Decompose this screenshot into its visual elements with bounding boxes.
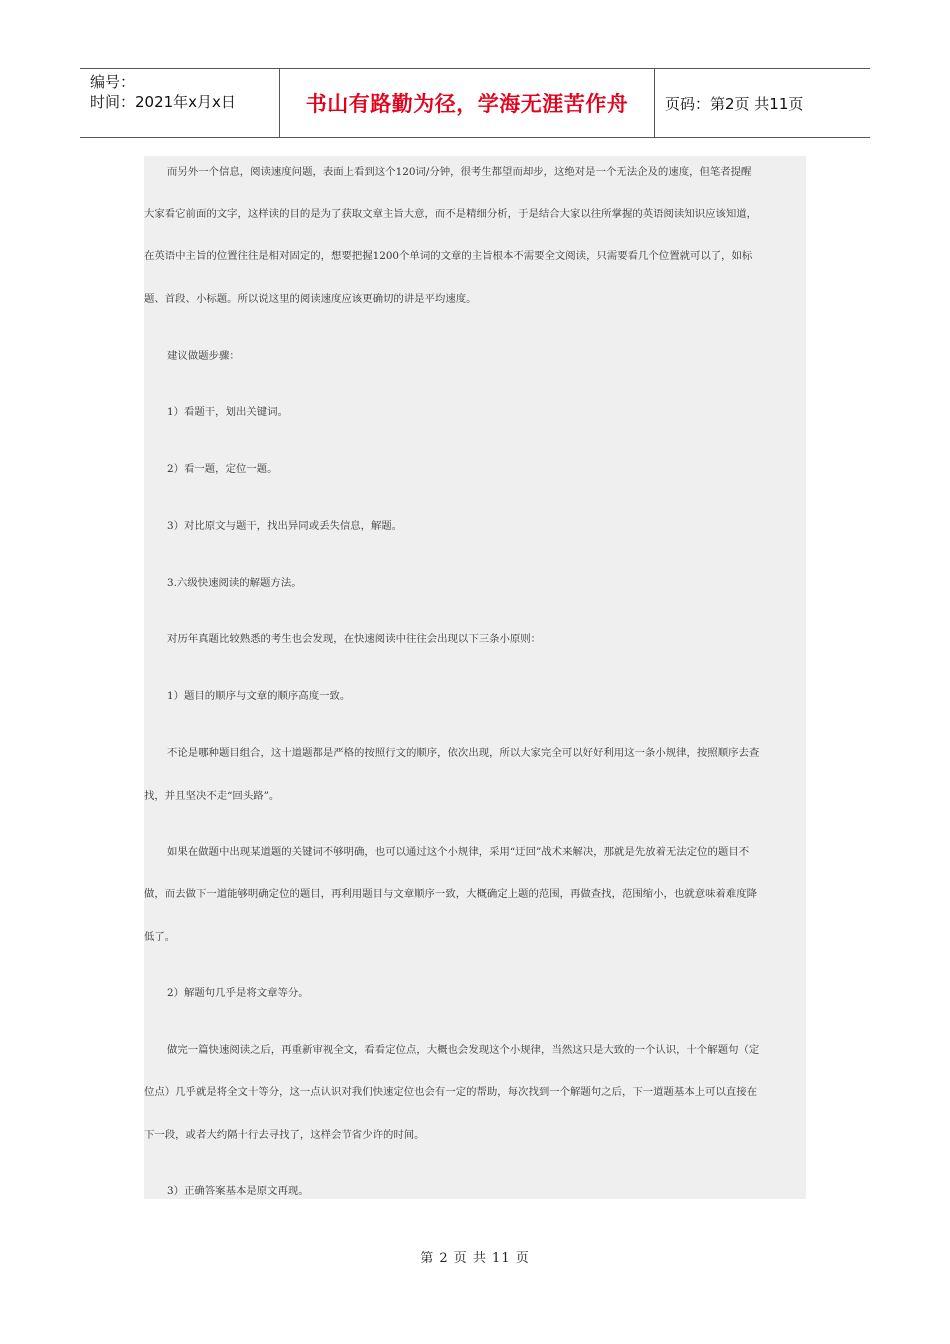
body-line: 而另外一个信息，阅读速度问题，表面上看到这个120词/分钟，很考生都望而却步，这绝对是一个无法企及的速度，但笔者提醒 (167, 166, 752, 178)
body-line: 建议做题步骤： (167, 350, 240, 362)
body-line: 1）题目的顺序与文章的顺序高度一致。 (167, 690, 351, 702)
body-line: 2）看一题，定位一题。 (167, 463, 278, 475)
body-line: 不论是哪种题目组合，这十道题都是严格的按照行文的顺序，依次出现，所以大家完全可以好好利用这一条小规律，按照顺序去查 (167, 747, 760, 759)
body-line: 题、首段、小标题。所以说这里的阅读速度应该更确切的讲是平均速度。 (144, 293, 477, 305)
body-line: 低了。 (144, 931, 176, 943)
body-line: 3）正确答案基本是原文再现。 (167, 1185, 309, 1197)
body-line: 2）解题句几乎是将文章等分。 (167, 987, 309, 999)
body-line: 做完一篇快速阅读之后，再重新审视全文，看看定位点，大概也会发现这个小规律，当然这只是大致的一个认识，十个解题句（定 (167, 1044, 760, 1056)
body-line: 下一段，或者大约隔十行去寻找了，这样会节省少许的时间。 (144, 1129, 425, 1141)
header-meta (80, 69, 280, 137)
body-line: 3）对比原文与题干，找出异同或丢失信息，解题。 (167, 520, 403, 532)
page-footer: 第 2 页 共 11 页 (420, 1251, 530, 1266)
body-line: 3.六级快速阅读的解题方法。 (167, 577, 302, 589)
body-line: 对历年真题比较熟悉的考生也会发现，在快速阅读中往往会出现以下三条小原则： (167, 633, 542, 645)
body-line: 位点）几乎就是将全文十等分，这一点认识对我们快速定位也会有一定的帮助，每次找到一个解题句之后，下一道题基本上可以直接在 (144, 1086, 758, 1098)
header-motto: 书山有路勤为径，学海无涯苦作舟 (280, 69, 655, 137)
body-line: 如果在做题中出现某道题的关键词不够明确，也可以通过这个小规律，采用“迂回”战术来解决，那就是先放着无法定位的题目不 (167, 846, 750, 858)
header-page-number: 页码：第2页 共11页 (665, 94, 804, 113)
document-number: 编号： (90, 73, 136, 91)
body-line: 在英语中主旨的位置往往是相对固定的，想要把握1200个单词的文章的主旨根本不需要全文阅读，只需要看几个位置就可以了，如标 (144, 250, 753, 262)
document-date: 时间：2021年x月x日 (90, 93, 236, 111)
body-line: 做，而去做下一道能够明确定位的题目，再利用题目与文章顺序一致，大概确定上题的范围，再做查找，范围缩小，也就意味着难度降 (144, 888, 758, 900)
document-body (144, 156, 806, 1199)
body-line: 大家看它前面的文字，这样读的目的是为了获取文章主旨大意，而不是精细分析，于是结合大家以往所掌握的英语阅读知识应该知道， (144, 208, 758, 220)
body-line: 1）看题干，划出关键词。 (167, 406, 288, 418)
page-header (80, 68, 870, 138)
body-line: 找，并且坚决不走“回头路”。 (144, 790, 280, 802)
